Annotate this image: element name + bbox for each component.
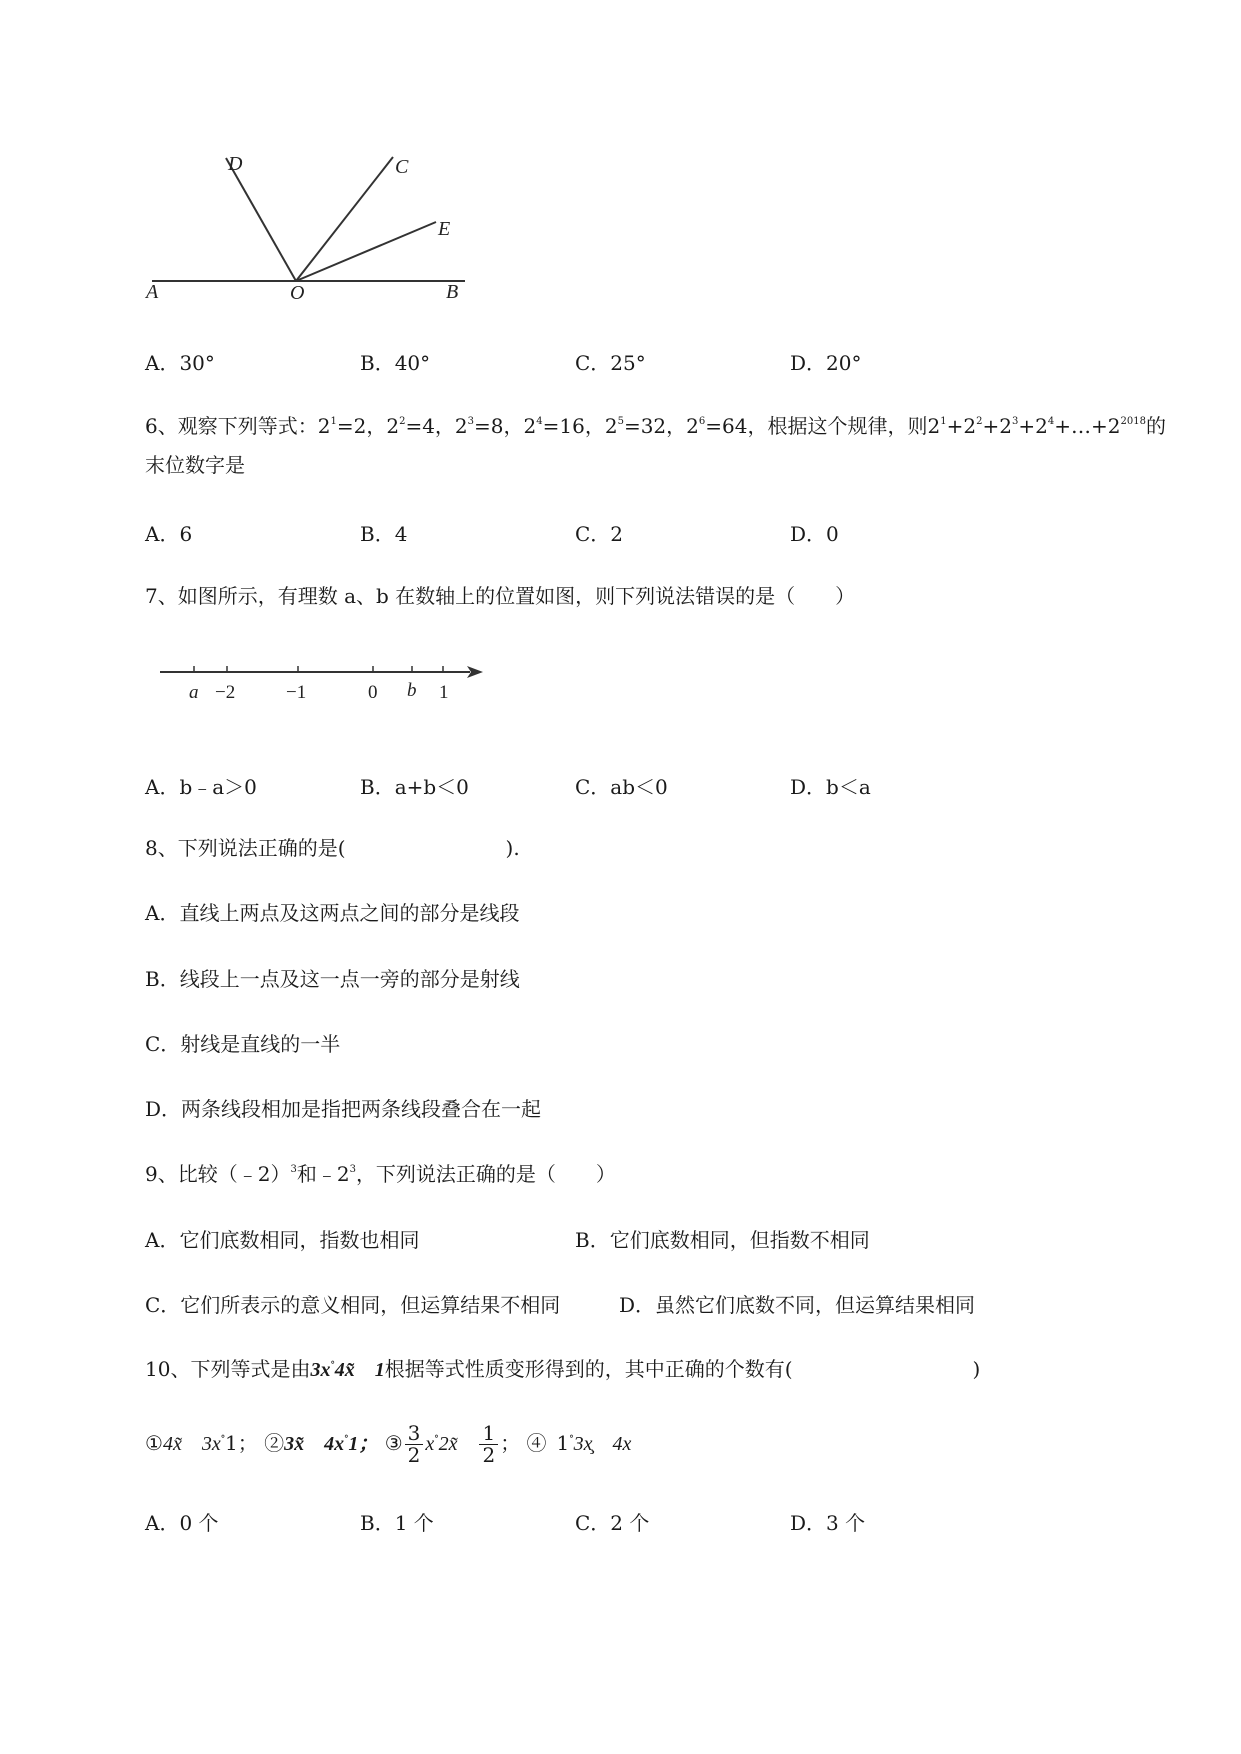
q10-option-d: D．3 个: [790, 1511, 866, 1535]
q8-option-a: A．直线上两点及这两点之间的部分是线段: [145, 901, 520, 925]
fraction-3-2: $\frac{3}{2}$: [405, 1423, 424, 1466]
label-e: E: [438, 218, 451, 240]
q8-stem: 8、下列说法正确的是( ).: [145, 836, 520, 860]
q5-option-d: D．20°: [790, 351, 862, 375]
q6-stem-line2: 末位数字是: [145, 453, 245, 477]
q9-option-c: C．它们所表示的意义相同，但运算结果不相同: [145, 1293, 561, 1317]
axis-label-minus-1: −1: [286, 682, 307, 703]
q7-option-d: D．b＜a: [790, 775, 871, 799]
q10-items: ①4x̃ $3x^ᐤ1$； ②3x̃ $4x^ᐤ1$； ③ $\frac{3}{2}$ $x^ᐤ2x̃$ $\frac{1}{2}$ ； ④ $1^ᐤ3x̧$ 4x: [145, 1421, 632, 1467]
label-o: O: [290, 282, 305, 300]
q6-option-a: A．6: [145, 522, 193, 546]
q7-option-a: A．b﹣a＞0: [145, 775, 257, 799]
axis-label-b: b: [407, 680, 417, 701]
q5-option-b: B．40°: [360, 351, 431, 375]
ray-oe: [296, 222, 436, 281]
ray-od: [226, 158, 296, 281]
ray-oc: [296, 157, 393, 281]
axis-label-zero: 0: [368, 682, 378, 703]
q6-option-d: D．0: [790, 522, 839, 546]
label-b: B: [446, 281, 459, 300]
number-line-figure: [155, 656, 495, 716]
q9-option-d: D．虽然它们底数不同，但运算结果相同: [619, 1293, 976, 1317]
q6-option-c: C．2: [575, 522, 624, 546]
q7-option-c: C．ab＜0: [575, 775, 668, 799]
q6-stem: 6、观察下列等式：$2^1=2$，$2^2=4$，$2^3=8$，$2^4=16$，$2^5=32$，$2^6=64$，根据这个规律，则$2^1+2^2+2^3+2^4+\dots+2^{2018}$的: [145, 414, 1166, 438]
angle-figure: [140, 140, 470, 300]
q9-stem: 9、比较（﹣2）$^3$和$﹣2^3$，下列说法正确的是（ ）: [145, 1162, 616, 1186]
q5-option-c: C．25°: [575, 351, 646, 375]
axis-label-minus-2: −2: [215, 682, 236, 703]
q6-option-b: B．4: [360, 522, 408, 546]
q7-option-b: B．a+b＜0: [360, 775, 469, 799]
q9-option-b: B．它们底数相同，但指数不相同: [575, 1228, 870, 1252]
q10-option-c: C．2 个: [575, 1511, 650, 1535]
fraction-1-2: $\frac{1}{2}$: [479, 1423, 498, 1466]
axis-label-one: 1: [439, 682, 449, 703]
q8-option-b: B．线段上一点及这一点一旁的部分是射线: [145, 967, 520, 991]
q10-stem: 10、下列等式是由$3x^ᐤ4x̃$ 1根据等式性质变形得到的，其中正确的个数有( ): [145, 1357, 981, 1381]
q5-option-a: A．30°: [145, 351, 215, 375]
q9-option-a: A．它们底数相同，指数也相同: [145, 1228, 420, 1252]
q10-option-b: B．1 个: [360, 1511, 434, 1535]
q7-stem: 7、如图所示，有理数 a、b 在数轴上的位置如图，则下列说法错误的是（ ）: [145, 584, 856, 608]
q10-option-a: A．0 个: [145, 1511, 219, 1535]
axis-label-a: a: [189, 682, 199, 703]
q8-option-c: C．射线是直线的一半: [145, 1032, 341, 1056]
label-c: C: [395, 156, 409, 178]
label-d: D: [228, 153, 243, 175]
label-a: A: [146, 281, 159, 300]
q8-option-d: D．两条线段相加是指把两条线段叠合在一起: [145, 1097, 542, 1121]
